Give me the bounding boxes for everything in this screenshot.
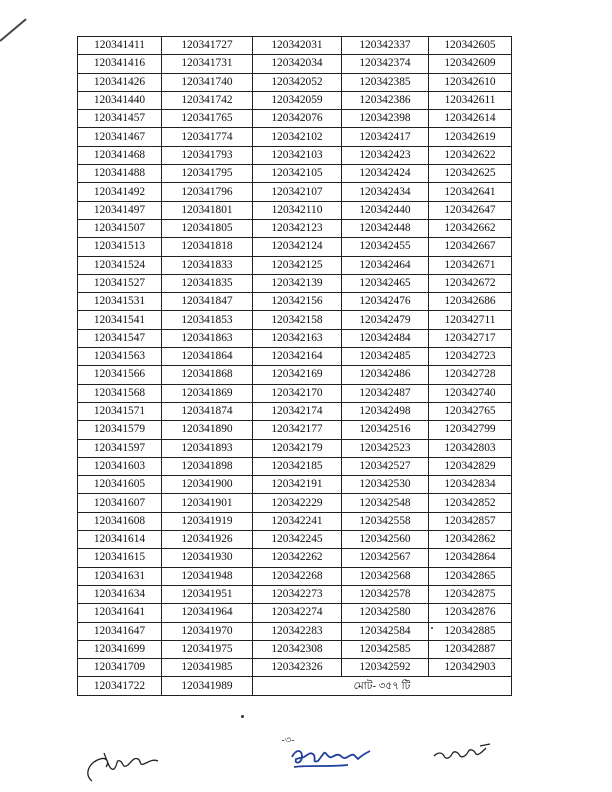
table-cell: 120341742 <box>162 91 253 109</box>
table-cell: 120341467 <box>78 128 162 146</box>
table-cell: 120341597 <box>78 439 162 457</box>
table-cell: 120342578 <box>342 585 429 603</box>
table-cell: 120341607 <box>78 494 162 512</box>
table-cell: 120342174 <box>253 402 342 420</box>
table-cell: 120342185 <box>253 457 342 475</box>
table-cell: 120341975 <box>162 640 253 658</box>
table-cell: 120341416 <box>78 55 162 73</box>
table-cell: 120342102 <box>253 128 342 146</box>
table-cell: 120341835 <box>162 274 253 292</box>
table-cell: 120342686 <box>429 293 512 311</box>
table-cell: 120341868 <box>162 366 253 384</box>
table-row <box>78 549 512 567</box>
table-cell: 120342548 <box>342 494 429 512</box>
table-row <box>78 494 512 512</box>
table-cell: 120341796 <box>162 183 253 201</box>
table-cell: 120342875 <box>429 585 512 603</box>
table-cell: 120342177 <box>253 421 342 439</box>
table-cell: 120342273 <box>253 585 342 603</box>
table-cell: 120342107 <box>253 183 342 201</box>
table-cell: 120342398 <box>342 110 429 128</box>
table-row <box>78 640 512 658</box>
table-cell: 120341641 <box>78 604 162 622</box>
table-row <box>78 73 512 91</box>
table-cell: 120341926 <box>162 531 253 549</box>
table-cell: 120342887 <box>429 640 512 658</box>
table-cell: 120342052 <box>253 73 342 91</box>
table-cell: 120341833 <box>162 256 253 274</box>
scan-corner-mark <box>0 18 27 41</box>
table-row <box>78 91 512 109</box>
table-cell: 120342568 <box>342 567 429 585</box>
table-cell: 120342434 <box>342 183 429 201</box>
table-cell: 120341898 <box>162 457 253 475</box>
table-cell: 120342059 <box>253 91 342 109</box>
table-last-row <box>78 677 512 695</box>
table-cell: 120341709 <box>78 659 162 677</box>
table-cell: 120342464 <box>342 256 429 274</box>
table-cell: 120341818 <box>162 238 253 256</box>
table-cell: 120342740 <box>429 384 512 402</box>
table-cell: 120341426 <box>78 73 162 91</box>
table-cell: 120342605 <box>429 37 512 55</box>
table-cell: 120342885 <box>429 622 512 640</box>
table-cell: 120342124 <box>253 238 342 256</box>
table-cell: 120341547 <box>78 329 162 347</box>
table-cell: 120341765 <box>162 110 253 128</box>
table-cell: 120341411 <box>78 37 162 55</box>
table-cell: 120341989 <box>162 677 253 695</box>
table-cell: 120342274 <box>253 604 342 622</box>
table-cell: 120341488 <box>78 165 162 183</box>
table-cell: 120342625 <box>429 165 512 183</box>
table-cell: 120341541 <box>78 311 162 329</box>
table-cell: 120342711 <box>429 311 512 329</box>
table-cell: 120342857 <box>429 512 512 530</box>
table-cell: 120341863 <box>162 329 253 347</box>
table-cell: 120342717 <box>429 329 512 347</box>
table-cell: 120341795 <box>162 165 253 183</box>
table-cell: 120342487 <box>342 384 429 402</box>
signature-middle <box>288 743 378 771</box>
table-cell: 120342417 <box>342 128 429 146</box>
table-cell: 120342164 <box>253 348 342 366</box>
table-cell: 120342034 <box>253 55 342 73</box>
table-cell: 120341970 <box>162 622 253 640</box>
table-cell: 120342103 <box>253 146 342 164</box>
table-cell: 120341919 <box>162 512 253 530</box>
table-cell: 120342374 <box>342 55 429 73</box>
table-cell: 120342479 <box>342 311 429 329</box>
table-row <box>78 293 512 311</box>
table-cell: 120342326 <box>253 659 342 677</box>
table-cell: 120341513 <box>78 238 162 256</box>
table-row <box>78 256 512 274</box>
table-cell: 120342241 <box>253 512 342 530</box>
table-cell: 120341603 <box>78 457 162 475</box>
table-cell: 120342592 <box>342 659 429 677</box>
table-cell: 120341634 <box>78 585 162 603</box>
table-cell: 120342829 <box>429 457 512 475</box>
table-cell: 120341566 <box>78 366 162 384</box>
table-row <box>78 531 512 549</box>
roll-number-table <box>77 36 512 696</box>
table-cell: 120341615 <box>78 549 162 567</box>
table-cell: 120342580 <box>342 604 429 622</box>
table-cell: 120342156 <box>253 293 342 311</box>
table-cell: 120342834 <box>429 476 512 494</box>
total-count: মোট- ৩৫৭ টি <box>253 677 512 695</box>
table-cell: 120341722 <box>78 677 162 695</box>
table-row <box>78 274 512 292</box>
scan-dot <box>241 715 244 718</box>
table-cell: 120342584 <box>342 622 429 640</box>
table-cell: 120342641 <box>429 183 512 201</box>
table-cell: 120341869 <box>162 384 253 402</box>
table-cell: 120342799 <box>429 421 512 439</box>
table-cell: 120341647 <box>78 622 162 640</box>
table-cell: 120342662 <box>429 219 512 237</box>
table-cell: 120341563 <box>78 348 162 366</box>
table-row <box>78 402 512 420</box>
table-cell: 120342671 <box>429 256 512 274</box>
table-cell: 120341985 <box>162 659 253 677</box>
table-cell: 120342560 <box>342 531 429 549</box>
table-row <box>78 55 512 73</box>
table-row <box>78 622 512 640</box>
table-row <box>78 219 512 237</box>
table-cell: 120342610 <box>429 73 512 91</box>
table-row <box>78 604 512 622</box>
table-cell: 120341571 <box>78 402 162 420</box>
table-row <box>78 128 512 146</box>
table-row <box>78 366 512 384</box>
table-cell: 120341900 <box>162 476 253 494</box>
table-cell: 120341457 <box>78 110 162 128</box>
table-cell: 120342862 <box>429 531 512 549</box>
table-cell: 120342567 <box>342 549 429 567</box>
table-cell: 120341524 <box>78 256 162 274</box>
table-cell: 120341631 <box>78 567 162 585</box>
table-cell: 120341608 <box>78 512 162 530</box>
table-row <box>78 110 512 128</box>
table-cell: 120341864 <box>162 348 253 366</box>
table-cell: 120341951 <box>162 585 253 603</box>
table-cell: 120342611 <box>429 91 512 109</box>
table-cell: 120342484 <box>342 329 429 347</box>
table-cell: 120342585 <box>342 640 429 658</box>
table-cell: 120341847 <box>162 293 253 311</box>
table-cell: 120342245 <box>253 531 342 549</box>
table-row <box>78 457 512 475</box>
table-cell: 120342485 <box>342 348 429 366</box>
table-cell: 120342031 <box>253 37 342 55</box>
table-cell: 120342865 <box>429 567 512 585</box>
roll-number-table-body <box>78 37 512 677</box>
table-cell: 120342622 <box>429 146 512 164</box>
table-row <box>78 384 512 402</box>
table-row <box>78 238 512 256</box>
table-cell: 120342262 <box>253 549 342 567</box>
table-cell: 120342170 <box>253 384 342 402</box>
table-row <box>78 439 512 457</box>
table-row <box>78 183 512 201</box>
table-cell: 120342283 <box>253 622 342 640</box>
table-cell: 120342440 <box>342 201 429 219</box>
table-cell: 120341893 <box>162 439 253 457</box>
table-cell: 120342191 <box>253 476 342 494</box>
table-cell: 120341740 <box>162 73 253 91</box>
table-cell: 120342076 <box>253 110 342 128</box>
table-cell: 120342498 <box>342 402 429 420</box>
table-cell: 120342527 <box>342 457 429 475</box>
table-cell: 120342163 <box>253 329 342 347</box>
table-cell: 120341731 <box>162 55 253 73</box>
table-cell: 120342728 <box>429 366 512 384</box>
table-cell: 120342672 <box>429 274 512 292</box>
table-cell: 120342903 <box>429 659 512 677</box>
table-cell: 120341614 <box>78 531 162 549</box>
table-cell: 120342448 <box>342 219 429 237</box>
table-cell: 120341930 <box>162 549 253 567</box>
table-cell: 120342110 <box>253 201 342 219</box>
table-cell: 120342455 <box>342 238 429 256</box>
page-number: -৩- <box>281 735 295 746</box>
table-cell: 120342864 <box>429 549 512 567</box>
table-cell: 120342476 <box>342 293 429 311</box>
table-cell: 120342765 <box>429 402 512 420</box>
table-cell: 120342424 <box>342 165 429 183</box>
scan-dot <box>431 627 433 629</box>
table-row <box>78 512 512 530</box>
table-cell: 120342530 <box>342 476 429 494</box>
table-cell: 120342465 <box>342 274 429 292</box>
table-cell: 120341948 <box>162 567 253 585</box>
table-cell: 120341890 <box>162 421 253 439</box>
table-row <box>78 37 512 55</box>
table-cell: 120341568 <box>78 384 162 402</box>
table-cell: 120342337 <box>342 37 429 55</box>
table-row <box>78 165 512 183</box>
table-cell: 120342558 <box>342 512 429 530</box>
table-cell: 120341605 <box>78 476 162 494</box>
table-cell: 120342667 <box>429 238 512 256</box>
table-cell: 120341440 <box>78 91 162 109</box>
table-cell: 120341793 <box>162 146 253 164</box>
table-cell: 120341853 <box>162 311 253 329</box>
table-cell: 120341527 <box>78 274 162 292</box>
table-cell: 120342523 <box>342 439 429 457</box>
table-cell: 120342614 <box>429 110 512 128</box>
table-row <box>78 659 512 677</box>
table-row <box>78 329 512 347</box>
table-cell: 120342139 <box>253 274 342 292</box>
table-cell: 120342158 <box>253 311 342 329</box>
table-cell: 120341507 <box>78 219 162 237</box>
table-row <box>78 201 512 219</box>
table-cell: 120342723 <box>429 348 512 366</box>
table-row <box>78 476 512 494</box>
table-cell: 120341874 <box>162 402 253 420</box>
table-cell: 120341727 <box>162 37 253 55</box>
table-cell: 120342385 <box>342 73 429 91</box>
table-cell: 120341468 <box>78 146 162 164</box>
table-cell: 120341497 <box>78 201 162 219</box>
table-cell: 120342105 <box>253 165 342 183</box>
table-cell: 120342386 <box>342 91 429 109</box>
table-row <box>78 311 512 329</box>
table-cell: 120342486 <box>342 366 429 384</box>
table-cell: 120342852 <box>429 494 512 512</box>
table-cell: 120342308 <box>253 640 342 658</box>
table-cell: 120341901 <box>162 494 253 512</box>
table-cell: 120341492 <box>78 183 162 201</box>
table-cell: 120342229 <box>253 494 342 512</box>
table-cell: 120341531 <box>78 293 162 311</box>
table-cell: 120342179 <box>253 439 342 457</box>
table-cell: 120342876 <box>429 604 512 622</box>
table-cell: 120342125 <box>253 256 342 274</box>
table-row <box>78 585 512 603</box>
table-cell: 120341774 <box>162 128 253 146</box>
table-cell: 120341699 <box>78 640 162 658</box>
table-cell: 120342609 <box>429 55 512 73</box>
table-cell: 120341579 <box>78 421 162 439</box>
table-cell: 120342123 <box>253 219 342 237</box>
table-cell: 120342647 <box>429 201 512 219</box>
table-cell: 120342516 <box>342 421 429 439</box>
table-cell: 120342803 <box>429 439 512 457</box>
table-row <box>78 146 512 164</box>
table-cell: 120341801 <box>162 201 253 219</box>
table-cell: 120342268 <box>253 567 342 585</box>
table-cell: 120342423 <box>342 146 429 164</box>
table-cell: 120342619 <box>429 128 512 146</box>
table-cell: 120341964 <box>162 604 253 622</box>
table-cell: 120341805 <box>162 219 253 237</box>
table-row <box>78 421 512 439</box>
table-row <box>78 348 512 366</box>
signature-right <box>430 740 500 764</box>
table-row <box>78 567 512 585</box>
table-cell: 120342169 <box>253 366 342 384</box>
signature-left <box>80 745 170 785</box>
